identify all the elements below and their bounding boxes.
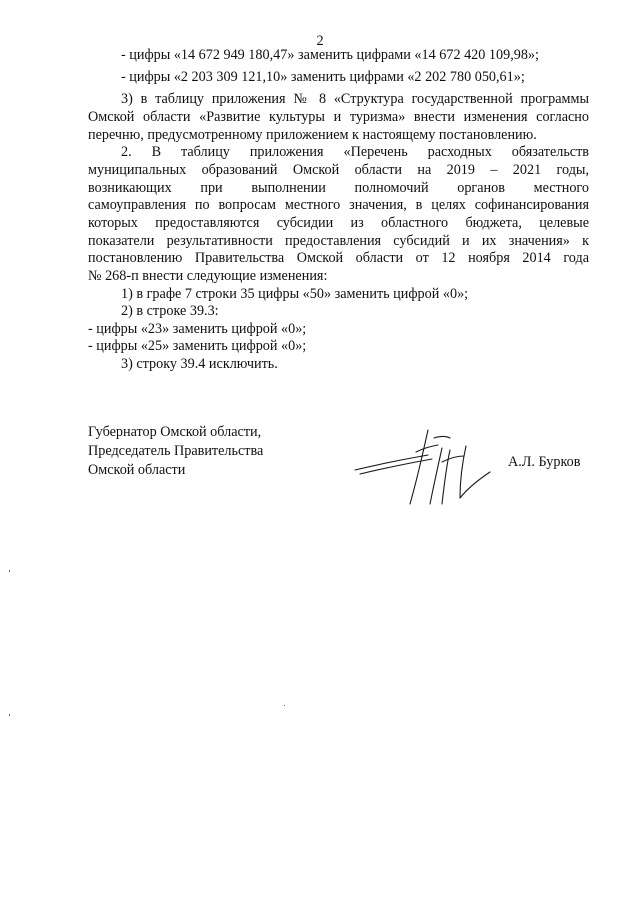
- text-line: перечню, предусмотренному приложением к настоящему постановлению.: [88, 127, 537, 143]
- text-line: возникающих при выполнении полномочий органов местного: [88, 180, 589, 196]
- scan-mark: [284, 705, 285, 706]
- text-line: - цифры «2 203 309 121,10» заменить цифрами «2 202 780 050,61»;: [121, 69, 525, 85]
- text-line: 2) в строке 39.3:: [121, 303, 219, 319]
- text-line: № 268-п внести следующие изменения:: [88, 268, 328, 284]
- text-line: 1) в графе 7 строки 35 цифры «50» заменить цифрой «0»;: [121, 286, 469, 302]
- text-line: - цифры «14 672 949 180,47» заменить цифрами «14 672 420 109,98»;: [121, 47, 539, 63]
- signature-title-line: Губернатор Омской области,: [88, 424, 262, 440]
- text-line: муниципальных образований Омской области на 2019 – 2021 годы,: [88, 162, 589, 178]
- text-line: - цифры «25» заменить цифрой «0»;: [88, 338, 307, 354]
- text-line: самоуправления по вопросам местного значения, в целях софинансирования: [88, 197, 589, 213]
- text-line: - цифры «23» заменить цифрой «0»;: [88, 321, 307, 337]
- signature-title-line: Председатель Правительства: [88, 443, 264, 459]
- handwritten-signature: [350, 418, 500, 508]
- signature-title: [88, 423, 263, 480]
- scan-mark: [9, 714, 10, 716]
- text-line: которых предоставляются субсидии из областного бюджета, целевые: [88, 215, 589, 231]
- page-number: 2: [316, 33, 324, 49]
- scan-mark: [9, 570, 10, 572]
- text-line: Омской области «Развитие культуры и туризма» внести изменения согласно: [88, 109, 589, 125]
- signature-title-line: Омской области: [88, 462, 186, 478]
- text-line: постановлению Правительства Омской области от 12 ноября 2014 года: [88, 250, 589, 266]
- text-line: 3) строку 39.4 исключить.: [121, 356, 278, 372]
- text-line: 2. В таблицу приложения «Перечень расходных обязательств: [121, 144, 589, 160]
- text-line: показатели результативности предоставления субсидий и их значения» к: [88, 233, 589, 249]
- signatory-name: А.Л. Бурков: [508, 454, 581, 470]
- text-line: 3) в таблицу приложения № 8 «Структура государственной программы: [121, 91, 589, 107]
